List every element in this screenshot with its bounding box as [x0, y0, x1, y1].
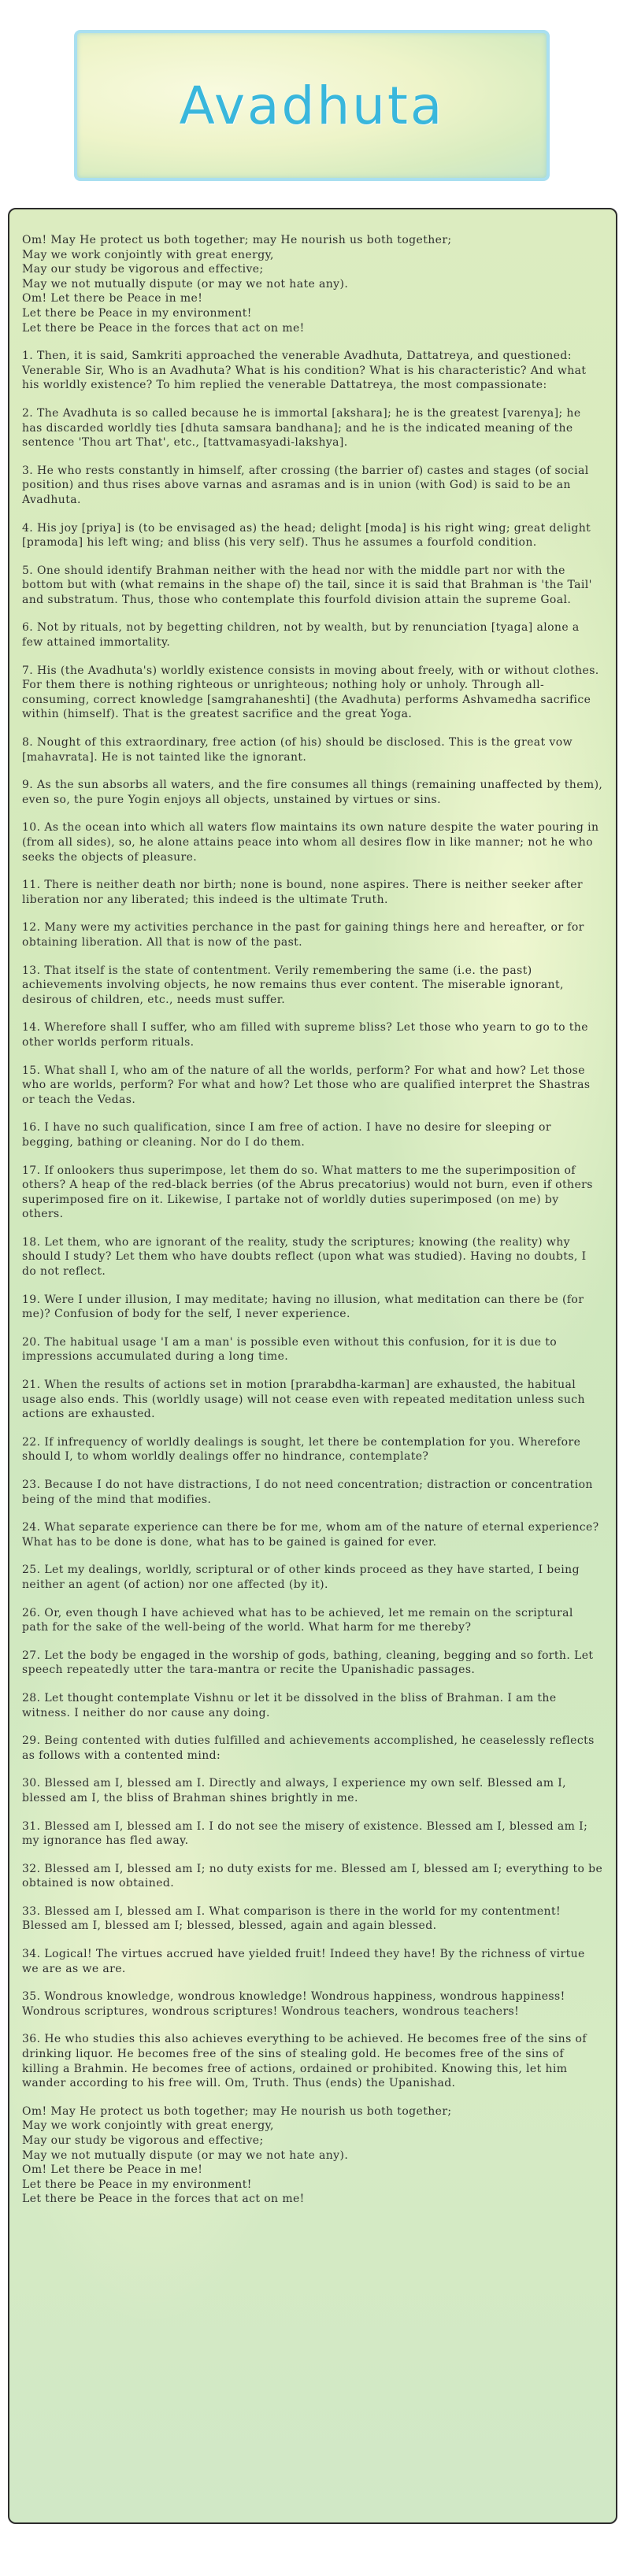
- verse-paragraph: 20. The habitual usage 'I am a man' is possible even without this confusion, for it is due to impressions accumulated during a long time.: [22, 1335, 558, 1364]
- invocation-line: Let there be Peace in my environment!: [22, 306, 252, 320]
- verse-paragraph: 27. Let the body be engaged in the worship of gods, bathing, cleaning, begging and so forth. Let speech repeatedly utter the tara-mantra or recite the Upanishadic passages.: [22, 1649, 594, 1677]
- verse-paragraph: 13. That itself is the state of contentment. Verily remembering the same (i.e. the past) achievements involving objects, he now remains thus ever content. The miserable ignorant, desirous of children, etc., needs must suffer.: [22, 964, 564, 1006]
- verse-paragraph: 10. As the ocean into which all waters flow maintains its own nature despite the water pouring in (from all sides), so, he alone attains peace into whom all desires flow in like manner; not he who seeks the objects of pleasure.: [22, 821, 599, 864]
- verse-paragraph: 34. Logical! The virtues accrued have yielded fruit! Indeed they have! By the richness of virtue we are as we are.: [22, 1948, 585, 1975]
- verse-paragraph: 21. When the results of actions set in motion [prarabdha-karman] are exhausted, the habitual usage also ends. This (worldly usage) will not cease even with repeated meditation unless such actions are exhausted.: [22, 1379, 585, 1421]
- invocation-line: Let there be Peace in the forces that act on me!: [22, 321, 305, 335]
- closing-invocation: [22, 2104, 603, 2207]
- verse-paragraph: 14. Wherefore shall I suffer, who am filled with supreme bliss? Let those who yearn to go to the other worlds perform rituals.: [22, 1021, 588, 1049]
- verse-paragraph: 3. He who rests constantly in himself, after crossing (the barrier of) castes and stages (of social position) and thus rises above varnas and asramas and is in union (with God) is said to be an Avadhuta.: [22, 464, 589, 506]
- verse-paragraph: 30. Blessed am I, blessed am I. Directly and always, I experience my own self. Blessed am I, blessed am I, the bliss of Brahman shines brightly in me.: [22, 1777, 567, 1804]
- opening-invocation: [22, 233, 603, 335]
- verse-paragraph: 32. Blessed am I, blessed am I; no duty exists for me. Blessed am I, blessed am I; everything to be obtained is now obtained.: [22, 1862, 603, 1890]
- verse-paragraph: 11. There is neither death nor birth; none is bound, none aspires. There is neither seeker after liberation nor any liberated; this indeed is the ultimate Truth.: [22, 879, 584, 906]
- invocation-line: Om! May He protect us both together; may He nourish us both together;: [22, 234, 452, 246]
- verse-paragraph: 1. Then, it is said, Samkriti approached the venerable Avadhuta, Dattatreya, and questioned: Venerable Sir, Who is an Avadhuta? What is his condition? What is his characteristic? And what his worldly existence? To him replied the venerable Dattatreya, the most compassionate:: [22, 350, 587, 392]
- invocation-line: May our study be vigorous and effective;: [22, 2134, 264, 2147]
- invocation-line: May we work conjointly with great energy,: [22, 2119, 274, 2133]
- invocation-line: May we not mutually dispute (or may we not hate any).: [22, 277, 349, 291]
- invocation-line: Let there be Peace in the forces that act on me!: [22, 2193, 305, 2206]
- invocation-line: Om! Let there be Peace in me!: [22, 292, 203, 305]
- verse-paragraph: 36. He who studies this also achieves everything to be achieved. He becomes free of the sins of drinking liquor. He becomes free of the sins of stealing gold. He becomes free of the sins of killing a Brahmin. He becomes free of actions, ordained or prohibited. Knowing this, let him wander according to his free will. Om, Truth. Thus (ends) the Upanishad.: [22, 2033, 587, 2090]
- verse-paragraph: 25. Let my dealings, worldly, scriptural or of other kinds proceed as they have started, I being neither an agent (of action) nor one affected (by it).: [22, 1564, 580, 1591]
- verse-paragraph: 19. Were I under illusion, I may meditate; having no illusion, what meditation can there be (for me)? Confusion of body for the self, I never experience.: [22, 1293, 584, 1321]
- verse-paragraph: 26. Or, even though I have achieved what has to be achieved, let me remain on the scriptural path for the sake of the well-being of the world. What harm for me thereby?: [22, 1606, 573, 1634]
- verse-paragraph: 29. Being contented with duties fulfilled and achievements accomplished, he ceaselessly reflects as follows with a contented mind:: [22, 1734, 595, 1762]
- verse-paragraph: 31. Blessed am I, blessed am I. I do not see the misery of existence. Blessed am I, blessed am I; my ignorance has fled away.: [22, 1819, 588, 1848]
- verse-paragraph: 28. Let thought contemplate Vishnu or let it be dissolved in the bliss of Brahman. I am the witness. I neither do nor cause any doing.: [22, 1691, 557, 1719]
- verse-paragraph: 24. What separate experience can there be for me, whom am of the nature of eternal experience? What has to be done is done, what has to be gained is gained for ever.: [22, 1521, 599, 1549]
- invocation-line: May our study be vigorous and effective;: [22, 263, 264, 276]
- upanishad-text-panel: [8, 208, 617, 2524]
- verse-paragraph: 4. His joy [priya] is (to be envisaged as) the head; delight [moda] is his right wing; great delight [pramoda] his left wing; and bliss (his very self). Thus he assumes a fourfold condition.: [22, 521, 591, 550]
- verse-paragraph: 18. Let them, who are ignorant of the reality, study the scriptures; knowing (the reality) why should I study? Let them who have doubts reflect (upon what was studied). Having no doubts, I do not reflect.: [22, 1235, 587, 1279]
- verse-paragraph: 9. As the sun absorbs all waters, and the fire consumes all things (remaining unaffected by them), even so, the pure Yogin enjoys all objects, unstained by virtues or sins.: [22, 779, 603, 806]
- verse-paragraph: 22. If infrequency of worldly dealings is sought, let there be contemplation for you. Wherefore should I, to whom worldly dealings offer no hindrance, contemplate?: [22, 1435, 581, 1464]
- invocation-line: May we not mutually dispute (or may we not hate any).: [22, 2149, 349, 2162]
- title-banner: [74, 30, 550, 181]
- page-title: Avadhuta: [179, 75, 445, 136]
- verse-list: [22, 349, 603, 2091]
- invocation-line: Om! Let there be Peace in me!: [22, 2163, 203, 2177]
- verse-paragraph: 16. I have no such qualification, since I am free of action. I have no desire for sleeping or begging, bathing or cleaning. Nor do I do them.: [22, 1121, 551, 1149]
- verse-paragraph: 33. Blessed am I, blessed am I. What comparison is there in the world for my contentment! Blessed am I, blessed am I; blessed, blessed, again and again blessed.: [22, 1904, 561, 1933]
- verse-paragraph: 12. Many were my activities perchance in the past for gaining things here and hereafter, or for obtaining liberation. All that is now of the past.: [22, 921, 584, 949]
- verse-paragraph: 5. One should identify Brahman neither with the head nor with the middle part nor with the bottom but with (what remains in the shape of) the tail, since it is said that Brahman is 'the Tail' and substratum. Thus, those who contemplate this fourfold division attain the supreme Goal.: [22, 564, 592, 606]
- invocation-line: May we work conjointly with great energy,: [22, 248, 274, 261]
- invocation-line: Let there be Peace in my environment!: [22, 2178, 252, 2191]
- verse-paragraph: 6. Not by rituals, not by begetting children, not by wealth, but by renunciation [tyaga] alone a few attained immortality.: [22, 621, 580, 650]
- verse-paragraph: 7. His (the Avadhuta's) worldly existence consists in moving about freely, with or without clothes. For them there is nothing righteous or unrighteous; nothing holy or unholy. Through all-consuming, correct knowledge [samgrahaneshti] (the Avadhuta) performs Ashvamedha sacrifice within (himself). That is the greatest sacrifice and the great Yoga.: [22, 664, 599, 721]
- verse-paragraph: 17. If onlookers thus superimpose, let them do so. What matters to me the superimposition of others? A heap of the red-black berries (of the Abrus precatorius) would not burn, even if others superimposed fire on it. Likewise, I partake not of worldly duties superimposed (on me) by others.: [22, 1164, 593, 1221]
- verse-paragraph: 35. Wondrous knowledge, wondrous knowledge! Wondrous happiness, wondrous happiness! Wondrous scriptures, wondrous scriptures! Wondrous teachers, wondrous teachers!: [22, 1990, 565, 2018]
- verse-paragraph: 2. The Avadhuta is so called because he is immortal [akshara]; he is the greatest [varenya]; he has discarded worldly ties [dhuta samsara bandhana]; and he is the indicated meaning of the sentence 'Thou art That', etc., [tattvamasyadi-lakshya].: [22, 406, 581, 450]
- verse-paragraph: 8. Nought of this extraordinary, free action (of his) should be disclosed. This is the great vow [mahavrata]. He is not tainted like the ignorant.: [22, 736, 573, 764]
- invocation-line: Om! May He protect us both together; may He nourish us both together;: [22, 2104, 452, 2118]
- verse-paragraph: 15. What shall I, who am of the nature of all the worlds, perform? For what and how? Let those who are worlds, perform? For what and how? Let those who are qualified interpret the Shastras or teach the Vedas.: [22, 1064, 591, 1106]
- verse-paragraph: 23. Because I do not have distractions, I do not need concentration; distraction or concentration being of the mind that modifies.: [22, 1479, 593, 1506]
